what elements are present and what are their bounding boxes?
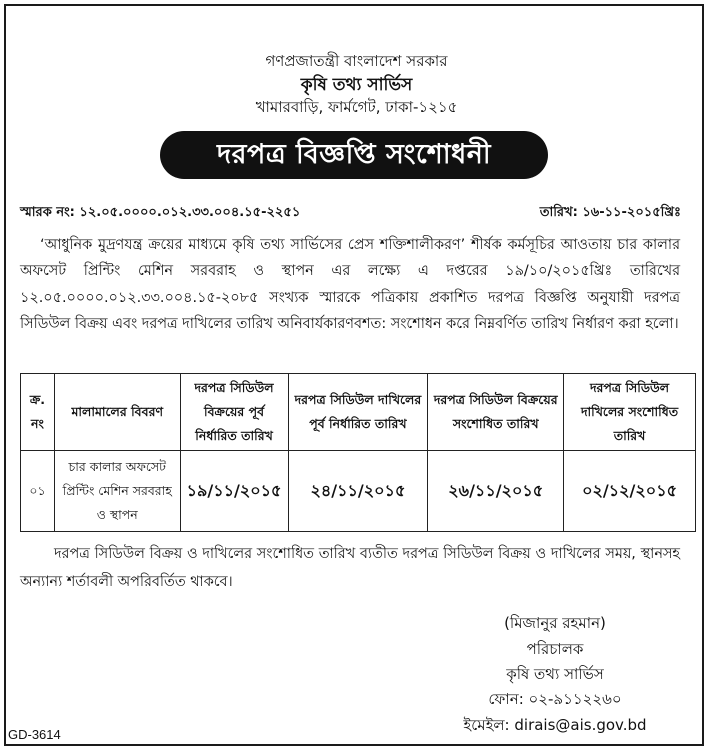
notice-title-banner: দরপত্র বিজ্ঞপ্তি সংশোধনী	[160, 131, 548, 179]
schedule-table	[20, 373, 696, 532]
signatory-name: (মিজানুর রহমান)	[504, 614, 606, 632]
cell-item: চার কালার অফসেট প্রিন্টিং মেশিন সরবরাহ ও স্থাপন	[54, 451, 180, 532]
cell-new-sale-date: ২৬/১১/২০১৫	[428, 451, 564, 532]
table-header-row	[21, 374, 696, 451]
header-new-submit-date: দরপত্র সিডিউল দাখিলের সংশোধিত তারিখ	[564, 374, 696, 451]
office-name: কৃষি তথ্য সার্ভিস	[300, 75, 413, 95]
signatory-designation: পরিচালক	[526, 640, 584, 658]
government-name: গণপ্রজাতন্ত্রী বাংলাদেশ সরকার	[265, 52, 448, 70]
cell-prev-submit-date: ২৪/১১/২০১৫	[288, 451, 428, 532]
header-item-description: মালামালের বিবরণ	[54, 374, 180, 451]
cell-serial: ০১	[21, 451, 55, 532]
advertisement-code: GD-3614	[8, 727, 61, 742]
notice-date: তারিখ: ১৬-১১-২০১৫খ্রিঃ	[539, 205, 681, 220]
body-paragraph: ‘আধুনিক মুদ্রণযন্ত্র ক্রয়ের মাধ্যমে কৃষি তথ্য সার্ভিসের প্রেস শক্তিশালীকরণ’ শীর্ষক কর্মসূচির আওতায় চার কালার অফসেট প্রিন্টিং মেশিন সরবরাহ ও স্থাপন এর লক্ষ্যে এ দপ্তরের ১৯/১০/২০১৫খ্রিঃ তারিখের ১২.০৫.০০০০.০১২.৩৩.০০৪.১৫-২০৮৫ সংখ্যক স্মারকে পত্রিকায় প্রকাশিত দরপত্র বিজ্ঞপ্তি অনুযায়ী দরপত্র সিডিউল বিক্রয় এবং দরপত্র দাখিলের তারিখ অনিবার্যকারণবশত: সংশোধন করে নিম্নবর্ণিত তারিখ নির্ধারণ করা হলো।	[20, 237, 680, 333]
office-address: খামারবাড়ি, ফার্মগেট, ঢাকা-১২১৫	[255, 98, 458, 116]
cell-new-submit-date: ০২/১২/২০১৫	[564, 451, 696, 532]
header-new-sale-date: দরপত্র সিডিউল বিক্রয়ের সংশোধিত তারিখ	[428, 374, 564, 451]
cell-prev-sale-date: ১৯/১১/২০১৫	[180, 451, 288, 532]
signatory-office: কৃষি তথ্য সার্ভিস	[506, 665, 604, 683]
signatory-email: ইমেইল: dirais@ais.gov.bd	[463, 716, 647, 734]
table-row	[21, 451, 696, 532]
closing-paragraph: দরপত্র সিডিউল বিক্রয় ও দাখিলের সংশোধিত তারিখ ব্যতীত দরপত্র সিডিউল বিক্রয় ও দাখিলের সময়, স্থানসহ অন্যান্য শর্তাবলী অপরিবর্তিত থাকবে।	[20, 546, 680, 590]
header-serial: ক্র. নং	[21, 374, 55, 451]
header-prev-submit-date: দরপত্র সিডিউল দাখিলের পূর্ব নির্ধারিত তারিখ	[288, 374, 428, 451]
memo-number: স্মারক নং: ১২.০৫.০০০০.০১২.৩৩.০০৪.১৫-২২৫১	[20, 205, 301, 220]
signatory-phone: ফোন: ০২-৯১১২২৬০	[488, 690, 622, 708]
header-prev-sale-date: দরপত্র সিডিউল বিক্রয়ের পূর্ব নির্ধারিত তারিখ	[180, 374, 288, 451]
